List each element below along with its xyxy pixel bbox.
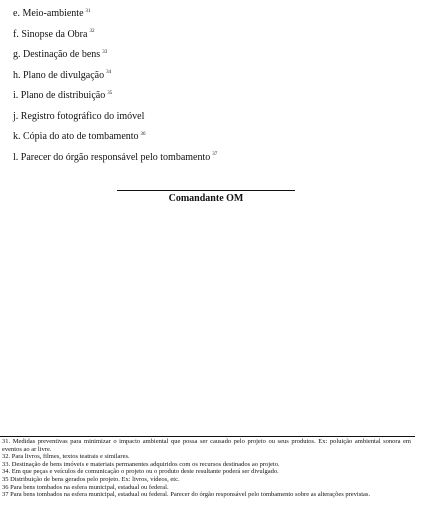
attachment-list [13, 7, 217, 171]
footnote: 36 Para bens tombados na esfera municipal, estadual ou federal. [2, 483, 169, 491]
footnote: 37 Para bens tombados na esfera municipal, estadual ou federal. Parecer do órgão responsável pelo tombamento sobre as alterações previstas. [2, 491, 371, 499]
footnote-ref: 34 [106, 70, 112, 76]
signature-line [117, 190, 295, 191]
list-item: f. Sinopse da Obra $^{32}$ [13, 28, 95, 40]
signature-label: Comandante OM [168, 193, 244, 204]
list-item: e. Meio-ambiente $^{31}$ [13, 8, 91, 19]
footnote-ref: 32 [89, 29, 95, 35]
footnote: 31. Medidas preventivas para minimizar o impacto ambiental que possa ser causado pelo projeto ou seus produtos. Ex: poluição ambiental sonora em eventos ao ar livre. [2, 438, 411, 453]
footnote: 33. Destinação de bens imóveis e materiais permanentes adquiridos com os recursos destinados ao projeto. [2, 460, 280, 468]
list-item: j. Registro fotográfico do imóvel [13, 110, 145, 122]
list-item: k. Cópia do ato de tombamento $^{36}$ [13, 131, 146, 142]
footnote-ref: 35 [107, 90, 113, 96]
footnote-ref: 31 [85, 8, 91, 14]
footnote-ref: 37 [212, 152, 218, 158]
footnote: 34. Em que peças e veículos de comunicação o projeto ou o produto deste resultante poderá ser divulgado. [2, 468, 279, 476]
footnote-ref: 33 [102, 49, 108, 55]
footnote: 35 Distribuição de bens gerados pelo projeto. Ex: livros, vídeos, etc. [2, 475, 180, 483]
footnotes [2, 438, 411, 499]
footnote-divider [0, 436, 415, 437]
list-item: h. Plano de divulgação $^{34}$ [13, 69, 112, 81]
list-item: l. Parecer do órgão responsável pelo tombamento $^{37}$ [13, 151, 218, 163]
footnote-ref: 36 [140, 131, 146, 137]
list-item: g. Destinação de bens $^{33}$ [13, 49, 108, 60]
list-item: i. Plano de distribuição $^{35}$ [13, 90, 113, 101]
footnote: 32. Para livros, filmes, textos teatrais e similares. [2, 453, 130, 461]
